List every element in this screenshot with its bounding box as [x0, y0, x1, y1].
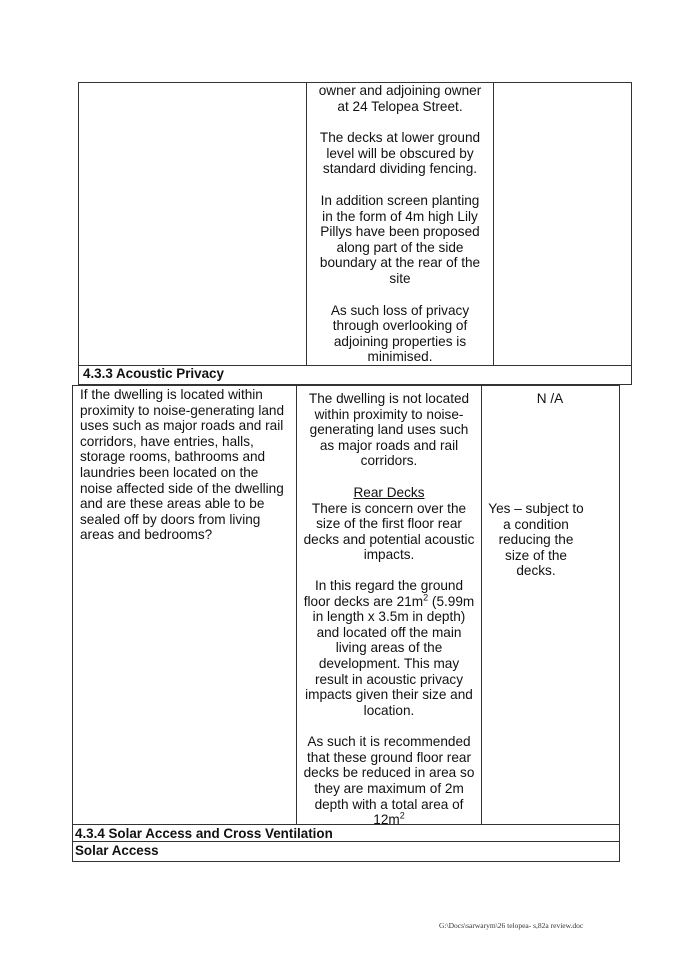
subsection-heading-solar-access: Solar Access: [75, 843, 159, 858]
section-heading-acoustic-privacy: 4.3.3 Acoustic Privacy: [83, 366, 224, 381]
assessment-text: (5.99m in length x 3.5m in depth) and located off the main living areas of the development. This may result in acoustic privacy impacts given their size and location.: [305, 593, 475, 718]
assessment-paragraph: [303, 734, 475, 828]
compliance-yes: Yes – subject to a condition reducing the size of the decks.: [488, 501, 584, 579]
table-border: [72, 861, 620, 862]
document-file-path: G:\Docs\sarwarym\26 telopea- s,82a review.doc: [439, 921, 584, 930]
rear-decks-subheading: Rear Decks: [353, 484, 425, 500]
assessment-paragraph: [303, 578, 475, 718]
assessment-text: In this regard the ground floor decks are 21m: [303, 577, 464, 609]
assessment-paragraph: owner and adjoining owner at 24 Telopea Street.: [318, 83, 482, 114]
table-border: [296, 385, 297, 825]
assessment-paragraph: The dwelling is not located within proximity to noise-generating land uses such as major roads and rail corridors.: [308, 391, 470, 469]
table-border: [72, 385, 620, 386]
table-border: [481, 385, 482, 825]
section-heading-solar-access: 4.3.4 Solar Access and Cross Ventilation: [75, 826, 333, 841]
table-border: [619, 385, 620, 862]
assessment-text: There is concern over the size of the first floor rear decks and potential acoustic impacts.: [303, 500, 475, 563]
table-border: [78, 82, 79, 385]
table-border: [631, 82, 632, 385]
assessment-paragraph: The decks at lower ground level will be obscured by standard dividing fencing.: [319, 130, 481, 177]
acoustic-question: If the dwelling is located within proximity to noise-generating land uses such as major roads and rail corridors, have entries, halls, storage rooms, bathrooms and laundries been located on the noise affected side of the dwelling and are these areas able to be sealed off by doors from living areas and bedrooms?: [80, 387, 285, 543]
table-border: [72, 385, 73, 862]
assessment-paragraph: As such loss of privacy through overlooking of adjoining properties is minimised.: [330, 302, 470, 365]
compliance-na: N /A: [536, 391, 564, 406]
table-border: [72, 841, 620, 842]
table-border: [306, 82, 307, 365]
superscript: 2: [399, 810, 405, 821]
assessment-paragraph: [303, 485, 475, 563]
privacy-assessment-cell: [314, 83, 486, 365]
table-border: [493, 82, 494, 365]
acoustic-assessment-cell: [303, 391, 475, 828]
assessment-text: As such it is recommended that these ground floor rear decks be reduced in area so they are maximum of 2m depth with a total area of 12m: [303, 734, 475, 828]
superscript: 2: [423, 592, 429, 602]
assessment-paragraph: In addition screen planting in the form of 4m high Lily Pillys have been proposed along part of the side boundary at the rear of the site: [319, 192, 481, 286]
